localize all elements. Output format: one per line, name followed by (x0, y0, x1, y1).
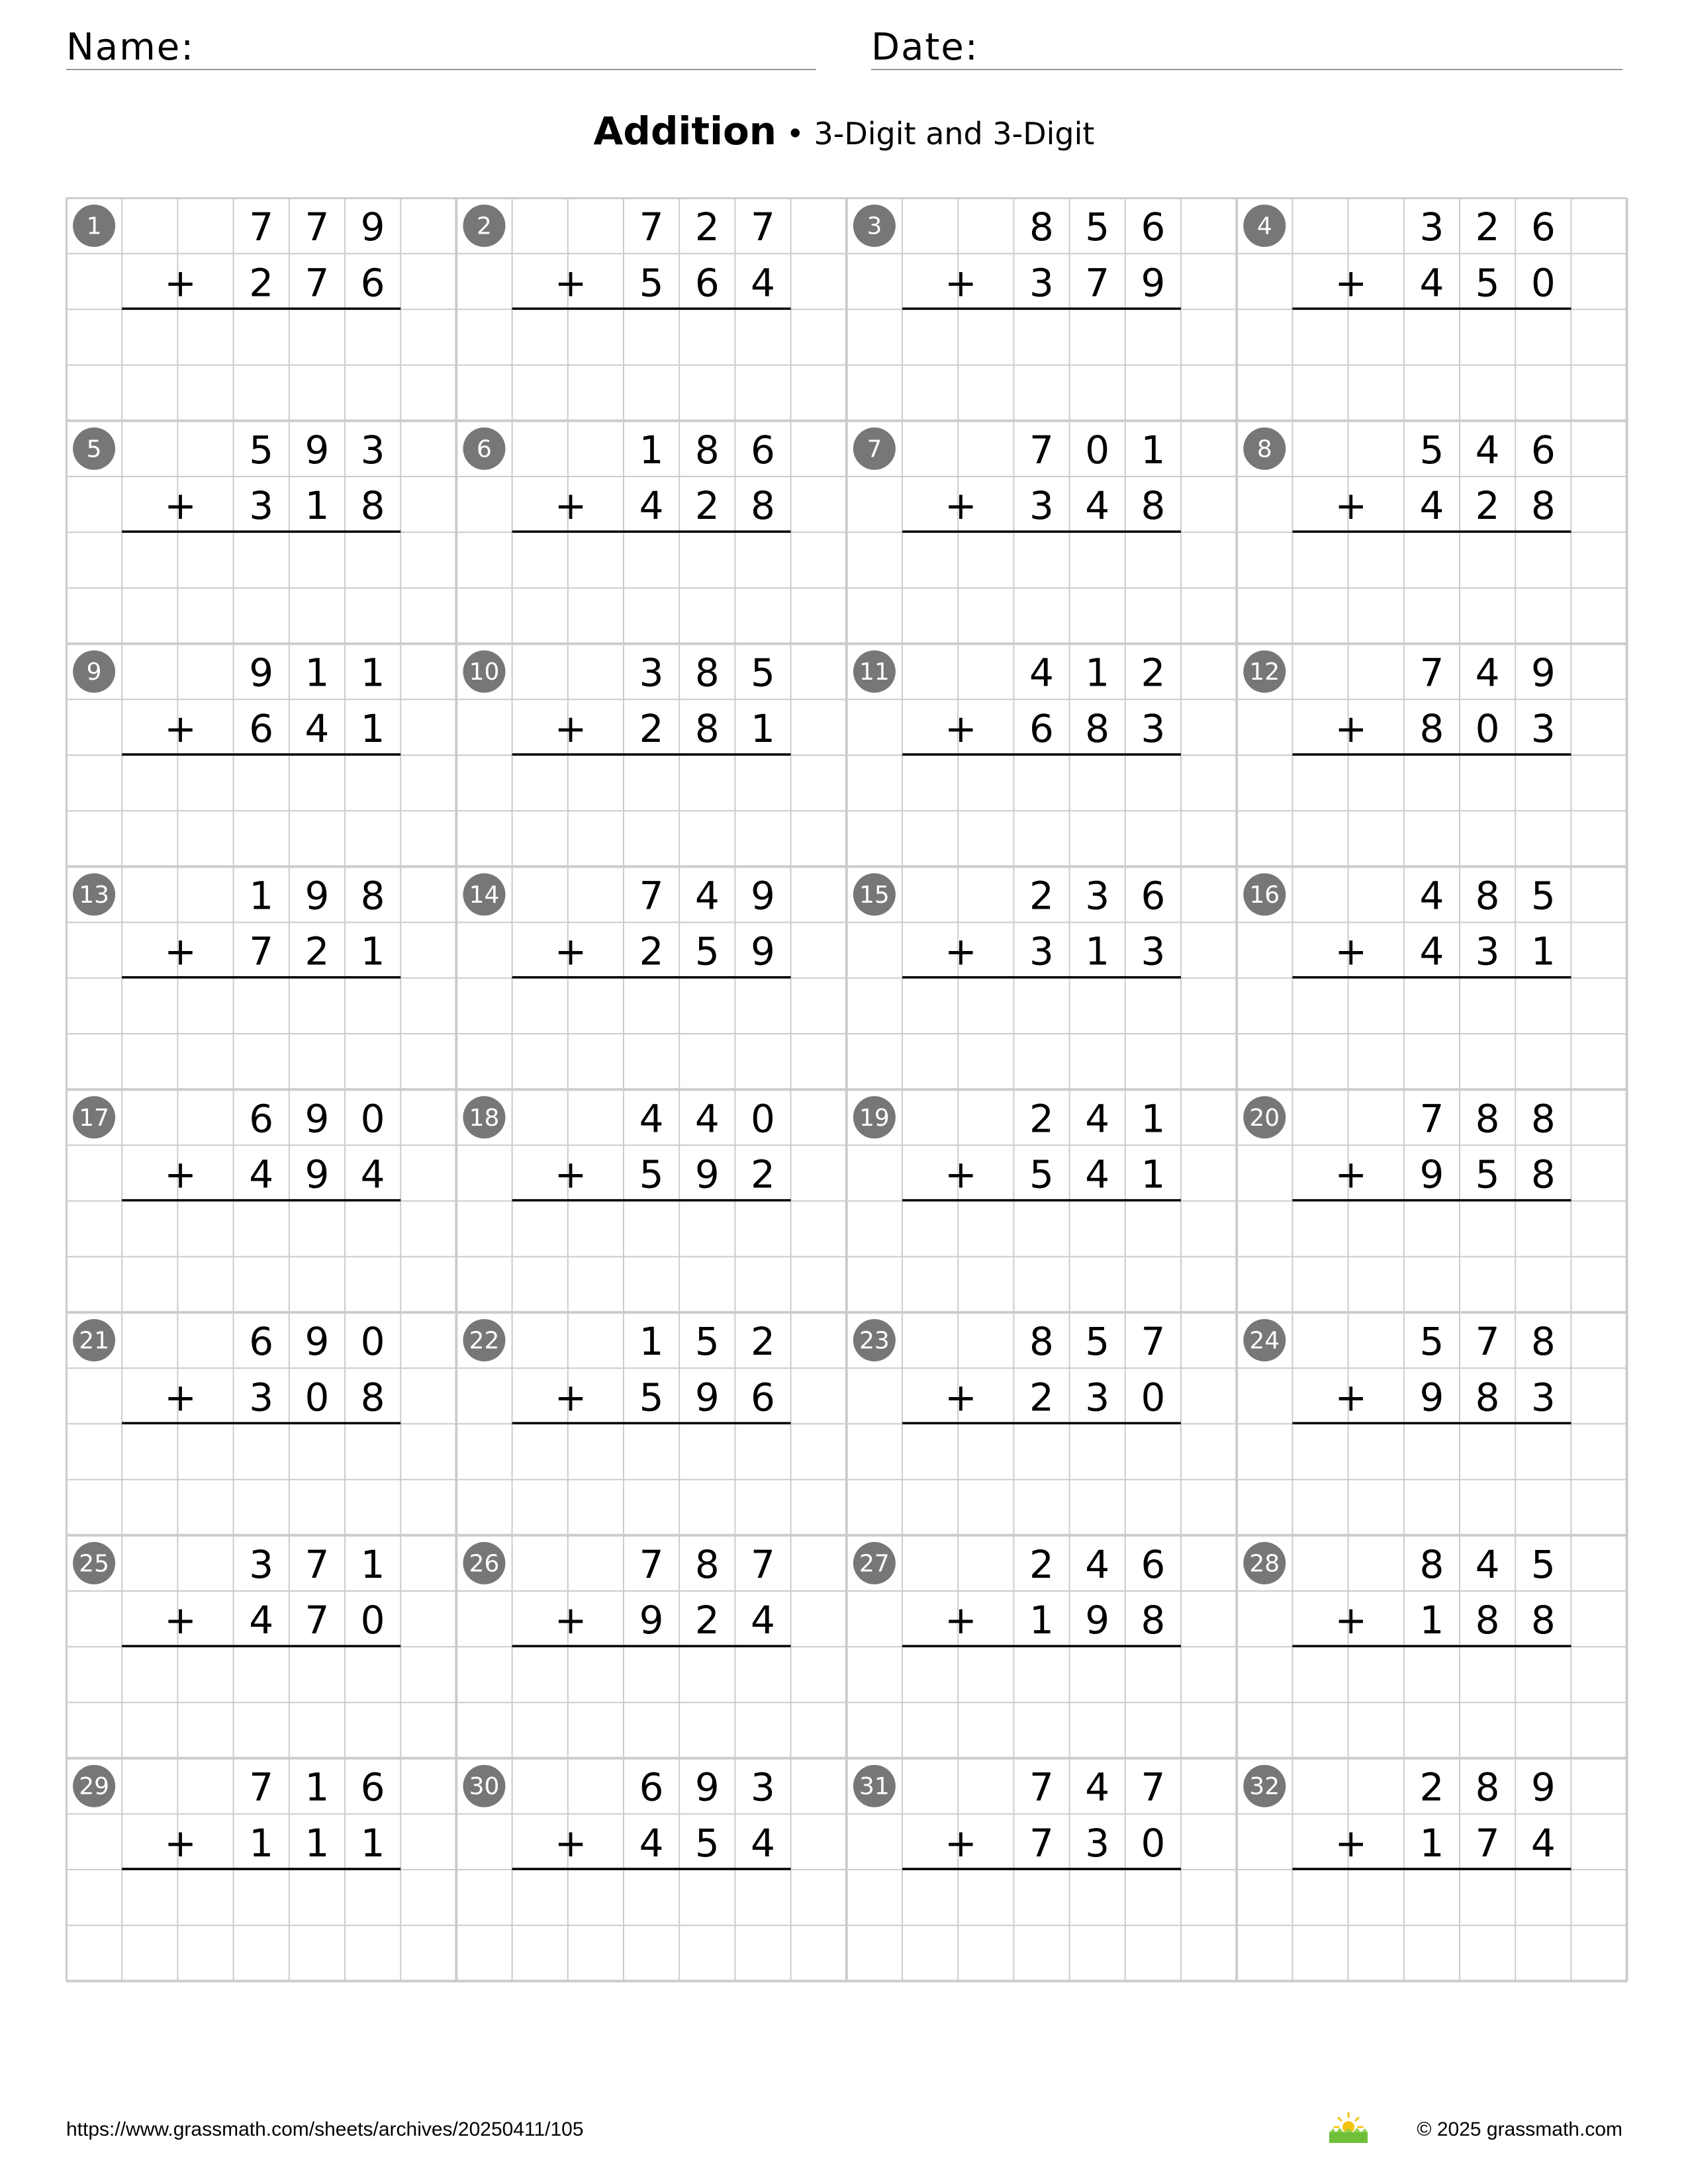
bottom-digit: 5 (1475, 1152, 1500, 1197)
top-digit: 9 (305, 1319, 330, 1365)
bottom-digit: 9 (694, 1152, 720, 1197)
bottom-digit: 1 (1085, 929, 1110, 974)
top-digit: 3 (751, 1764, 775, 1810)
plus-sign: + (164, 1152, 197, 1197)
top-digit: 7 (1141, 1764, 1166, 1810)
top-digit: 5 (1419, 427, 1444, 473)
top-digit: 4 (1085, 1096, 1110, 1142)
bottom-digit: 6 (360, 260, 385, 306)
bottom-digit: 1 (1530, 929, 1556, 974)
top-digit: 7 (639, 873, 664, 919)
bottom-digit: 1 (249, 1820, 274, 1866)
top-digit: 5 (751, 650, 775, 696)
top-digit: 4 (694, 873, 720, 919)
top-digit: 8 (1475, 873, 1500, 919)
plus-sign: + (164, 260, 197, 306)
plus-sign: + (1335, 705, 1368, 751)
bottom-digit: 8 (1530, 1152, 1556, 1197)
bottom-digit: 1 (751, 705, 775, 751)
problem-number: 9 (86, 659, 102, 686)
bottom-digit: 1 (1419, 1598, 1444, 1643)
top-digit: 7 (639, 205, 664, 250)
problem-number: 1 (86, 212, 102, 240)
top-digit: 6 (1141, 873, 1166, 919)
plus-sign: + (1335, 483, 1368, 529)
bottom-digit: 4 (249, 1598, 274, 1643)
top-digit: 1 (1085, 650, 1110, 696)
bottom-digit: 8 (360, 1375, 385, 1420)
bottom-digit: 1 (1141, 1152, 1166, 1197)
problem-grid-svg (66, 197, 1629, 1983)
top-digit: 7 (1029, 1764, 1054, 1810)
bottom-digit: 7 (1029, 1820, 1054, 1866)
top-digit: 4 (639, 1096, 664, 1142)
top-digit: 1 (639, 427, 664, 473)
bottom-digit: 8 (751, 483, 775, 529)
top-digit: 6 (1141, 1541, 1166, 1587)
top-digit: 9 (1530, 650, 1556, 696)
top-digit: 6 (1530, 205, 1556, 250)
plus-sign: + (164, 483, 197, 529)
top-digit: 4 (1085, 1764, 1110, 1810)
top-digit: 9 (305, 873, 330, 919)
bottom-digit: 4 (1530, 1820, 1556, 1866)
bottom-digit: 4 (751, 1820, 775, 1866)
bottom-digit: 8 (1419, 705, 1444, 751)
top-digit: 8 (1475, 1764, 1500, 1810)
top-digit: 5 (1085, 1319, 1110, 1365)
top-digit: 7 (751, 205, 775, 250)
bottom-digit: 3 (1530, 705, 1556, 751)
bottom-digit: 3 (1085, 1375, 1110, 1420)
top-digit: 4 (1029, 650, 1054, 696)
problem-number: 10 (469, 659, 500, 686)
bottom-digit: 3 (1029, 929, 1054, 974)
bottom-digit: 0 (1475, 705, 1500, 751)
name-label: Name: (66, 26, 195, 69)
top-digit: 7 (249, 205, 274, 250)
top-digit: 6 (639, 1764, 664, 1810)
bottom-digit: 7 (305, 260, 330, 306)
top-digit: 5 (1419, 1319, 1444, 1365)
bottom-digit: 4 (751, 1598, 775, 1643)
top-digit: 3 (360, 427, 385, 473)
bottom-digit: 4 (249, 1152, 274, 1197)
plus-sign: + (1335, 1820, 1368, 1866)
problem-number: 27 (859, 1550, 890, 1578)
problem-number: 11 (859, 659, 890, 686)
problem-number: 16 (1249, 882, 1280, 909)
problem-number: 7 (867, 435, 882, 463)
top-digit: 5 (1530, 873, 1556, 919)
bottom-digit: 2 (249, 260, 274, 306)
plus-sign: + (945, 260, 977, 306)
bottom-digit: 1 (360, 929, 385, 974)
top-digit: 0 (1085, 427, 1110, 473)
bottom-digit: 2 (1029, 1375, 1054, 1420)
problem-number: 23 (859, 1327, 890, 1355)
name-field[interactable] (66, 24, 816, 70)
plus-sign: + (1335, 929, 1368, 974)
top-digit: 6 (1530, 427, 1556, 473)
bottom-digit: 2 (639, 705, 664, 751)
problem-number: 20 (1249, 1104, 1280, 1132)
bottom-digit: 1 (1419, 1820, 1444, 1866)
bottom-digit: 1 (360, 705, 385, 751)
problem-number: 2 (477, 212, 492, 240)
bottom-digit: 0 (305, 1375, 330, 1420)
plus-sign: + (554, 1152, 587, 1197)
plus-sign: + (1335, 260, 1368, 306)
bottom-digit: 9 (1419, 1375, 1444, 1420)
date-field[interactable] (871, 24, 1622, 70)
bottom-digit: 2 (694, 483, 720, 529)
top-digit: 2 (1419, 1764, 1444, 1810)
problem-number: 17 (79, 1104, 110, 1132)
problem-number: 28 (1249, 1550, 1280, 1578)
top-digit: 8 (1530, 1096, 1556, 1142)
plus-sign: + (945, 1152, 977, 1197)
bottom-digit: 0 (1530, 260, 1556, 306)
plus-sign: + (164, 1375, 197, 1420)
top-digit: 9 (694, 1764, 720, 1810)
top-digit: 7 (249, 1764, 274, 1810)
problem-number: 3 (867, 212, 882, 240)
plus-sign: + (164, 1598, 197, 1643)
top-digit: 4 (1475, 650, 1500, 696)
bottom-digit: 9 (1419, 1152, 1444, 1197)
bottom-digit: 1 (360, 1820, 385, 1866)
problem-number: 13 (79, 882, 110, 909)
top-digit: 9 (249, 650, 274, 696)
bottom-digit: 4 (751, 260, 775, 306)
plus-sign: + (554, 1820, 587, 1866)
bottom-digit: 2 (305, 929, 330, 974)
top-digit: 2 (694, 205, 720, 250)
title-subtitle: • 3-Digit and 3-Digit (776, 116, 1095, 152)
top-digit: 2 (1029, 873, 1054, 919)
bottom-digit: 6 (1029, 705, 1054, 751)
top-digit: 8 (694, 650, 720, 696)
top-digit: 7 (305, 205, 330, 250)
top-digit: 6 (1141, 205, 1166, 250)
plus-sign: + (945, 705, 977, 751)
top-digit: 8 (360, 873, 385, 919)
top-digit: 4 (1085, 1541, 1110, 1587)
problem-number: 19 (859, 1104, 890, 1132)
problem-number: 4 (1256, 212, 1272, 240)
problem-number: 18 (469, 1104, 500, 1132)
bottom-digit: 9 (694, 1375, 720, 1420)
bottom-digit: 7 (1085, 260, 1110, 306)
bottom-digit: 1 (305, 483, 330, 529)
bottom-digit: 3 (249, 483, 274, 529)
problem-number: 12 (1249, 659, 1280, 686)
bottom-digit: 4 (360, 1152, 385, 1197)
bottom-digit: 5 (1475, 260, 1500, 306)
plus-sign: + (554, 483, 587, 529)
top-digit: 4 (1475, 427, 1500, 473)
plus-sign: + (1335, 1375, 1368, 1420)
bottom-digit: 8 (1475, 1598, 1500, 1643)
problem-number: 14 (469, 882, 500, 909)
plus-sign: + (164, 929, 197, 974)
top-digit: 1 (1141, 1096, 1166, 1142)
bottom-digit: 7 (1475, 1820, 1500, 1866)
bottom-digit: 9 (639, 1598, 664, 1643)
problem-number: 8 (1256, 435, 1272, 463)
problem-number: 21 (79, 1327, 110, 1355)
bottom-digit: 6 (751, 1375, 775, 1420)
bottom-digit: 5 (639, 1375, 664, 1420)
footer-copyright: © 2025 grassmath.com (1417, 2118, 1622, 2140)
bottom-digit: 4 (1085, 1152, 1110, 1197)
bottom-digit: 0 (360, 1598, 385, 1643)
top-digit: 9 (1530, 1764, 1556, 1810)
bottom-digit: 3 (1475, 929, 1500, 974)
bottom-digit: 8 (1085, 705, 1110, 751)
top-digit: 9 (305, 1096, 330, 1142)
problem-number: 6 (477, 435, 492, 463)
bottom-digit: 2 (751, 1152, 775, 1197)
bottom-digit: 4 (1419, 260, 1444, 306)
top-digit: 3 (249, 1541, 274, 1587)
top-digit: 5 (1085, 205, 1110, 250)
bottom-digit: 5 (639, 260, 664, 306)
bottom-digit: 8 (1141, 483, 1166, 529)
top-digit: 1 (1141, 427, 1166, 473)
top-digit: 1 (305, 650, 330, 696)
top-digit: 0 (360, 1096, 385, 1142)
top-digit: 7 (639, 1541, 664, 1587)
problem-number: 5 (86, 435, 102, 463)
bottom-digit: 8 (1141, 1598, 1166, 1643)
top-digit: 7 (1419, 650, 1444, 696)
bottom-digit: 4 (639, 483, 664, 529)
top-digit: 2 (1141, 650, 1166, 696)
plus-sign: + (554, 705, 587, 751)
top-digit: 7 (305, 1541, 330, 1587)
bottom-digit: 4 (305, 705, 330, 751)
plus-sign: + (945, 1598, 977, 1643)
top-digit: 6 (360, 1764, 385, 1810)
problem-number: 32 (1249, 1773, 1280, 1801)
bottom-digit: 3 (1141, 929, 1166, 974)
top-digit: 8 (1029, 205, 1054, 250)
bottom-digit: 0 (1141, 1820, 1166, 1866)
plus-sign: + (554, 1598, 587, 1643)
plus-sign: + (945, 929, 977, 974)
bottom-digit: 3 (249, 1375, 274, 1420)
top-digit: 1 (305, 1764, 330, 1810)
plus-sign: + (554, 260, 587, 306)
top-digit: 4 (694, 1096, 720, 1142)
top-digit: 1 (360, 650, 385, 696)
problem-number: 30 (469, 1773, 500, 1801)
top-digit: 3 (1419, 205, 1444, 250)
top-digit: 0 (751, 1096, 775, 1142)
top-digit: 7 (751, 1541, 775, 1587)
bottom-digit: 8 (694, 705, 720, 751)
problem-number: 29 (79, 1773, 110, 1801)
bottom-digit: 7 (249, 929, 274, 974)
bottom-digit: 3 (1029, 483, 1054, 529)
plus-sign: + (1335, 1152, 1368, 1197)
bottom-digit: 4 (1419, 483, 1444, 529)
problem-grid (66, 197, 1629, 1983)
bottom-digit: 2 (639, 929, 664, 974)
bottom-digit: 3 (1141, 705, 1166, 751)
top-digit: 8 (1530, 1319, 1556, 1365)
top-digit: 6 (751, 427, 775, 473)
top-digit: 8 (1475, 1096, 1500, 1142)
plus-sign: + (164, 705, 197, 751)
bottom-digit: 4 (1085, 483, 1110, 529)
bottom-digit: 3 (1085, 1820, 1110, 1866)
top-digit: 4 (1419, 873, 1444, 919)
top-digit: 8 (1419, 1541, 1444, 1587)
problem-number: 26 (469, 1550, 500, 1578)
top-digit: 8 (694, 1541, 720, 1587)
top-digit: 9 (360, 205, 385, 250)
bottom-digit: 5 (1029, 1152, 1054, 1197)
bottom-digit: 6 (249, 705, 274, 751)
date-label: Date: (871, 26, 979, 69)
plus-sign: + (945, 1820, 977, 1866)
bottom-digit: 8 (1530, 1598, 1556, 1643)
bottom-digit: 5 (639, 1152, 664, 1197)
bottom-digit: 5 (694, 929, 720, 974)
top-digit: 7 (1475, 1319, 1500, 1365)
plus-sign: + (554, 1375, 587, 1420)
top-digit: 4 (1475, 1541, 1500, 1587)
bottom-digit: 8 (1475, 1375, 1500, 1420)
top-digit: 9 (305, 427, 330, 473)
bottom-digit: 8 (1530, 483, 1556, 529)
bottom-digit: 2 (694, 1598, 720, 1643)
top-digit: 3 (1085, 873, 1110, 919)
top-digit: 2 (751, 1319, 775, 1365)
top-digit: 2 (1029, 1541, 1054, 1587)
top-digit: 3 (639, 650, 664, 696)
top-digit: 1 (639, 1319, 664, 1365)
top-digit: 2 (1029, 1096, 1054, 1142)
top-digit: 0 (360, 1319, 385, 1365)
plus-sign: + (1335, 1598, 1368, 1643)
plus-sign: + (164, 1820, 197, 1866)
top-digit: 9 (751, 873, 775, 919)
top-digit: 2 (1475, 205, 1500, 250)
bottom-digit: 4 (1419, 929, 1444, 974)
top-digit: 8 (1029, 1319, 1054, 1365)
problem-number: 22 (469, 1327, 500, 1355)
plus-sign: + (945, 1375, 977, 1420)
bottom-digit: 5 (694, 1820, 720, 1866)
bottom-digit: 1 (305, 1820, 330, 1866)
top-digit: 5 (1530, 1541, 1556, 1587)
title-main: Addition (593, 109, 777, 154)
bottom-digit: 2 (1475, 483, 1500, 529)
top-digit: 7 (1141, 1319, 1166, 1365)
plus-sign: + (945, 483, 977, 529)
bottom-digit: 3 (1530, 1375, 1556, 1420)
bottom-digit: 6 (694, 260, 720, 306)
top-digit: 5 (249, 427, 274, 473)
bottom-digit: 8 (360, 483, 385, 529)
bottom-digit: 9 (751, 929, 775, 974)
top-digit: 6 (249, 1319, 274, 1365)
sun-over-grass-icon (1327, 2110, 1370, 2146)
bottom-digit: 7 (305, 1598, 330, 1643)
top-digit: 5 (694, 1319, 720, 1365)
top-digit: 6 (249, 1096, 274, 1142)
top-digit: 7 (1419, 1096, 1444, 1142)
top-digit: 1 (249, 873, 274, 919)
bottom-digit: 4 (639, 1820, 664, 1866)
bottom-digit: 9 (305, 1152, 330, 1197)
problem-number: 15 (859, 882, 890, 909)
problem-number: 25 (79, 1550, 110, 1578)
problem-number: 24 (1249, 1327, 1280, 1355)
bottom-digit: 1 (1029, 1598, 1054, 1643)
top-digit: 8 (694, 427, 720, 473)
worksheet-title (0, 105, 1688, 167)
bottom-digit: 9 (1141, 260, 1166, 306)
bottom-digit: 9 (1085, 1598, 1110, 1643)
footer-url: https://www.grassmath.com/sheets/archives/20250411/105 (66, 2118, 584, 2140)
bottom-digit: 0 (1141, 1375, 1166, 1420)
problem-number: 31 (859, 1773, 890, 1801)
top-digit: 1 (360, 1541, 385, 1587)
bottom-digit: 3 (1029, 260, 1054, 306)
top-digit: 7 (1029, 427, 1054, 473)
plus-sign: + (554, 929, 587, 974)
